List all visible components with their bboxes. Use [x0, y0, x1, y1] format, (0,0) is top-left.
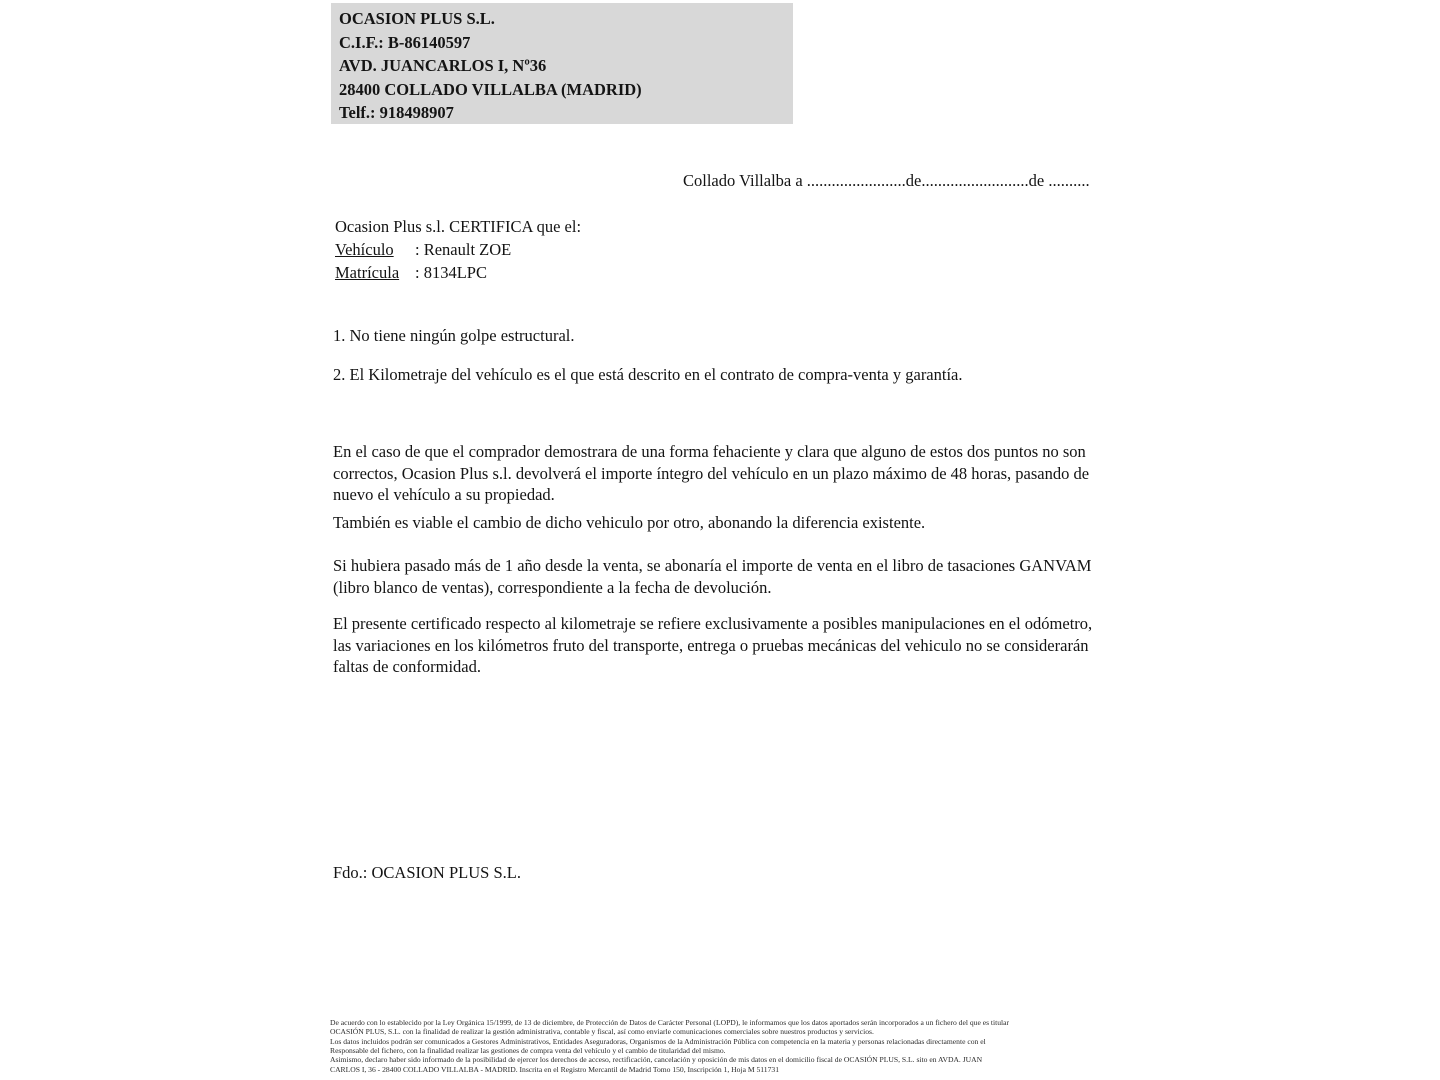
certify-intro: Ocasion Plus s.l. CERTIFICA que el:: [335, 217, 582, 236]
company-city: 28400 COLLADO VILLALBA (MADRID): [339, 79, 642, 99]
paragraph-refund: En el caso de que el comprador demostrara de una forma fehaciente y clara que alguno de estos dos puntos no son correctos, Ocasion Plus s.l. devolverá el importe íntegro del vehículo en un plazo máximo de 48 horas, pasando de nuevo el vehículo a su propiedad.: [333, 442, 1090, 505]
paragraph-exchange: También es viable el cambio de dicho vehiculo por otro, abonando la diferencia existente.: [333, 513, 926, 532]
plate-row: [335, 261, 581, 284]
certification-block: [335, 215, 581, 285]
vehicle-label: Vehículo: [335, 240, 394, 260]
legal-footer-line: Responsable del fichero, con la finalidad realizar las gestiones de compra venta del vehículo y el cambio de titularidad del mismo.: [330, 1046, 726, 1056]
paragraph-odometer: El presente certificado respecto al kilometraje se refiere exclusivamente a posibles manipulaciones en el odómetro, las variaciones en los kilómetros fruto del transporte, entrega o pruebas mecánicas del vehiculo no se considerarán faltas de conformidad.: [333, 614, 1093, 677]
date-fill-in-line: Collado Villalba a ........................de..........................de ..........: [683, 171, 1090, 190]
legal-footer-line: OCASIÓN PLUS, S.L. con la finalidad de realizar la gestión administrativa, contable y fiscal, así como enviarle comunicaciones comerciales sobre nuestros productos y servicios.: [330, 1027, 874, 1037]
legal-footer-line: Los datos incluidos podrán ser comunicados a Gestores Administrativos, Entidades Aseguradoras, Organismos de la Administración Pública con competencia en la materia y personas relacionadas directamente con el: [330, 1036, 986, 1046]
plate-value: : 8134LPC: [415, 263, 487, 283]
plate-label: Matrícula: [335, 263, 400, 283]
clause-2: 2. El Kilometraje del vehículo es el que está descrito en el contrato de compra-venta y garantía.: [333, 365, 963, 384]
signature-line: Fdo.: OCASION PLUS S.L.: [333, 863, 521, 882]
legal-footer: [330, 1018, 1120, 1074]
vehicle-value: : Renault ZOE: [415, 240, 512, 260]
legal-footer-line: Asimismo, declaro haber sido informado de la posibilidad de ejercer los derechos de acceso, rectificación, cancelación y oposición de mis datos en el domicilio fiscal de OCASIÓN PLUS, S.L. sito en AVDA. JUAN: [330, 1055, 983, 1065]
company-cif: C.I.F.: B-86140597: [339, 32, 471, 52]
company-phone: Telf.: 918498907: [339, 103, 454, 123]
company-name: OCASION PLUS S.L.: [339, 9, 495, 28]
company-address: AVD. JUANCARLOS I, Nº36: [339, 56, 547, 76]
legal-footer-line: CARLOS I, 36 - 28400 COLLADO VILLALBA - MADRID. Inscrita en el Registro Mercantil de Madrid Tomo 150, Inscripción 1, Hoja M 511731: [330, 1064, 779, 1074]
clause-1: 1. No tiene ningún golpe estructural.: [333, 326, 575, 345]
company-header-box: [331, 3, 793, 124]
paragraph-ganvam: Si hubiera pasado más de 1 año desde la venta, se abonaría el importe de venta en el libro de tasaciones GANVAM (libro blanco de ventas), correspondiente a la fecha de devolución.: [333, 556, 1092, 597]
legal-footer-line: De acuerdo con lo establecido por la Ley Orgánica 15/1999, de 13 de diciembre, de Protección de Datos de Carácter Personal (LOPD), le informamos que los datos aportados serán incorporados a un fichero del que es titular: [330, 1018, 1010, 1027]
vehicle-row: [335, 238, 581, 261]
